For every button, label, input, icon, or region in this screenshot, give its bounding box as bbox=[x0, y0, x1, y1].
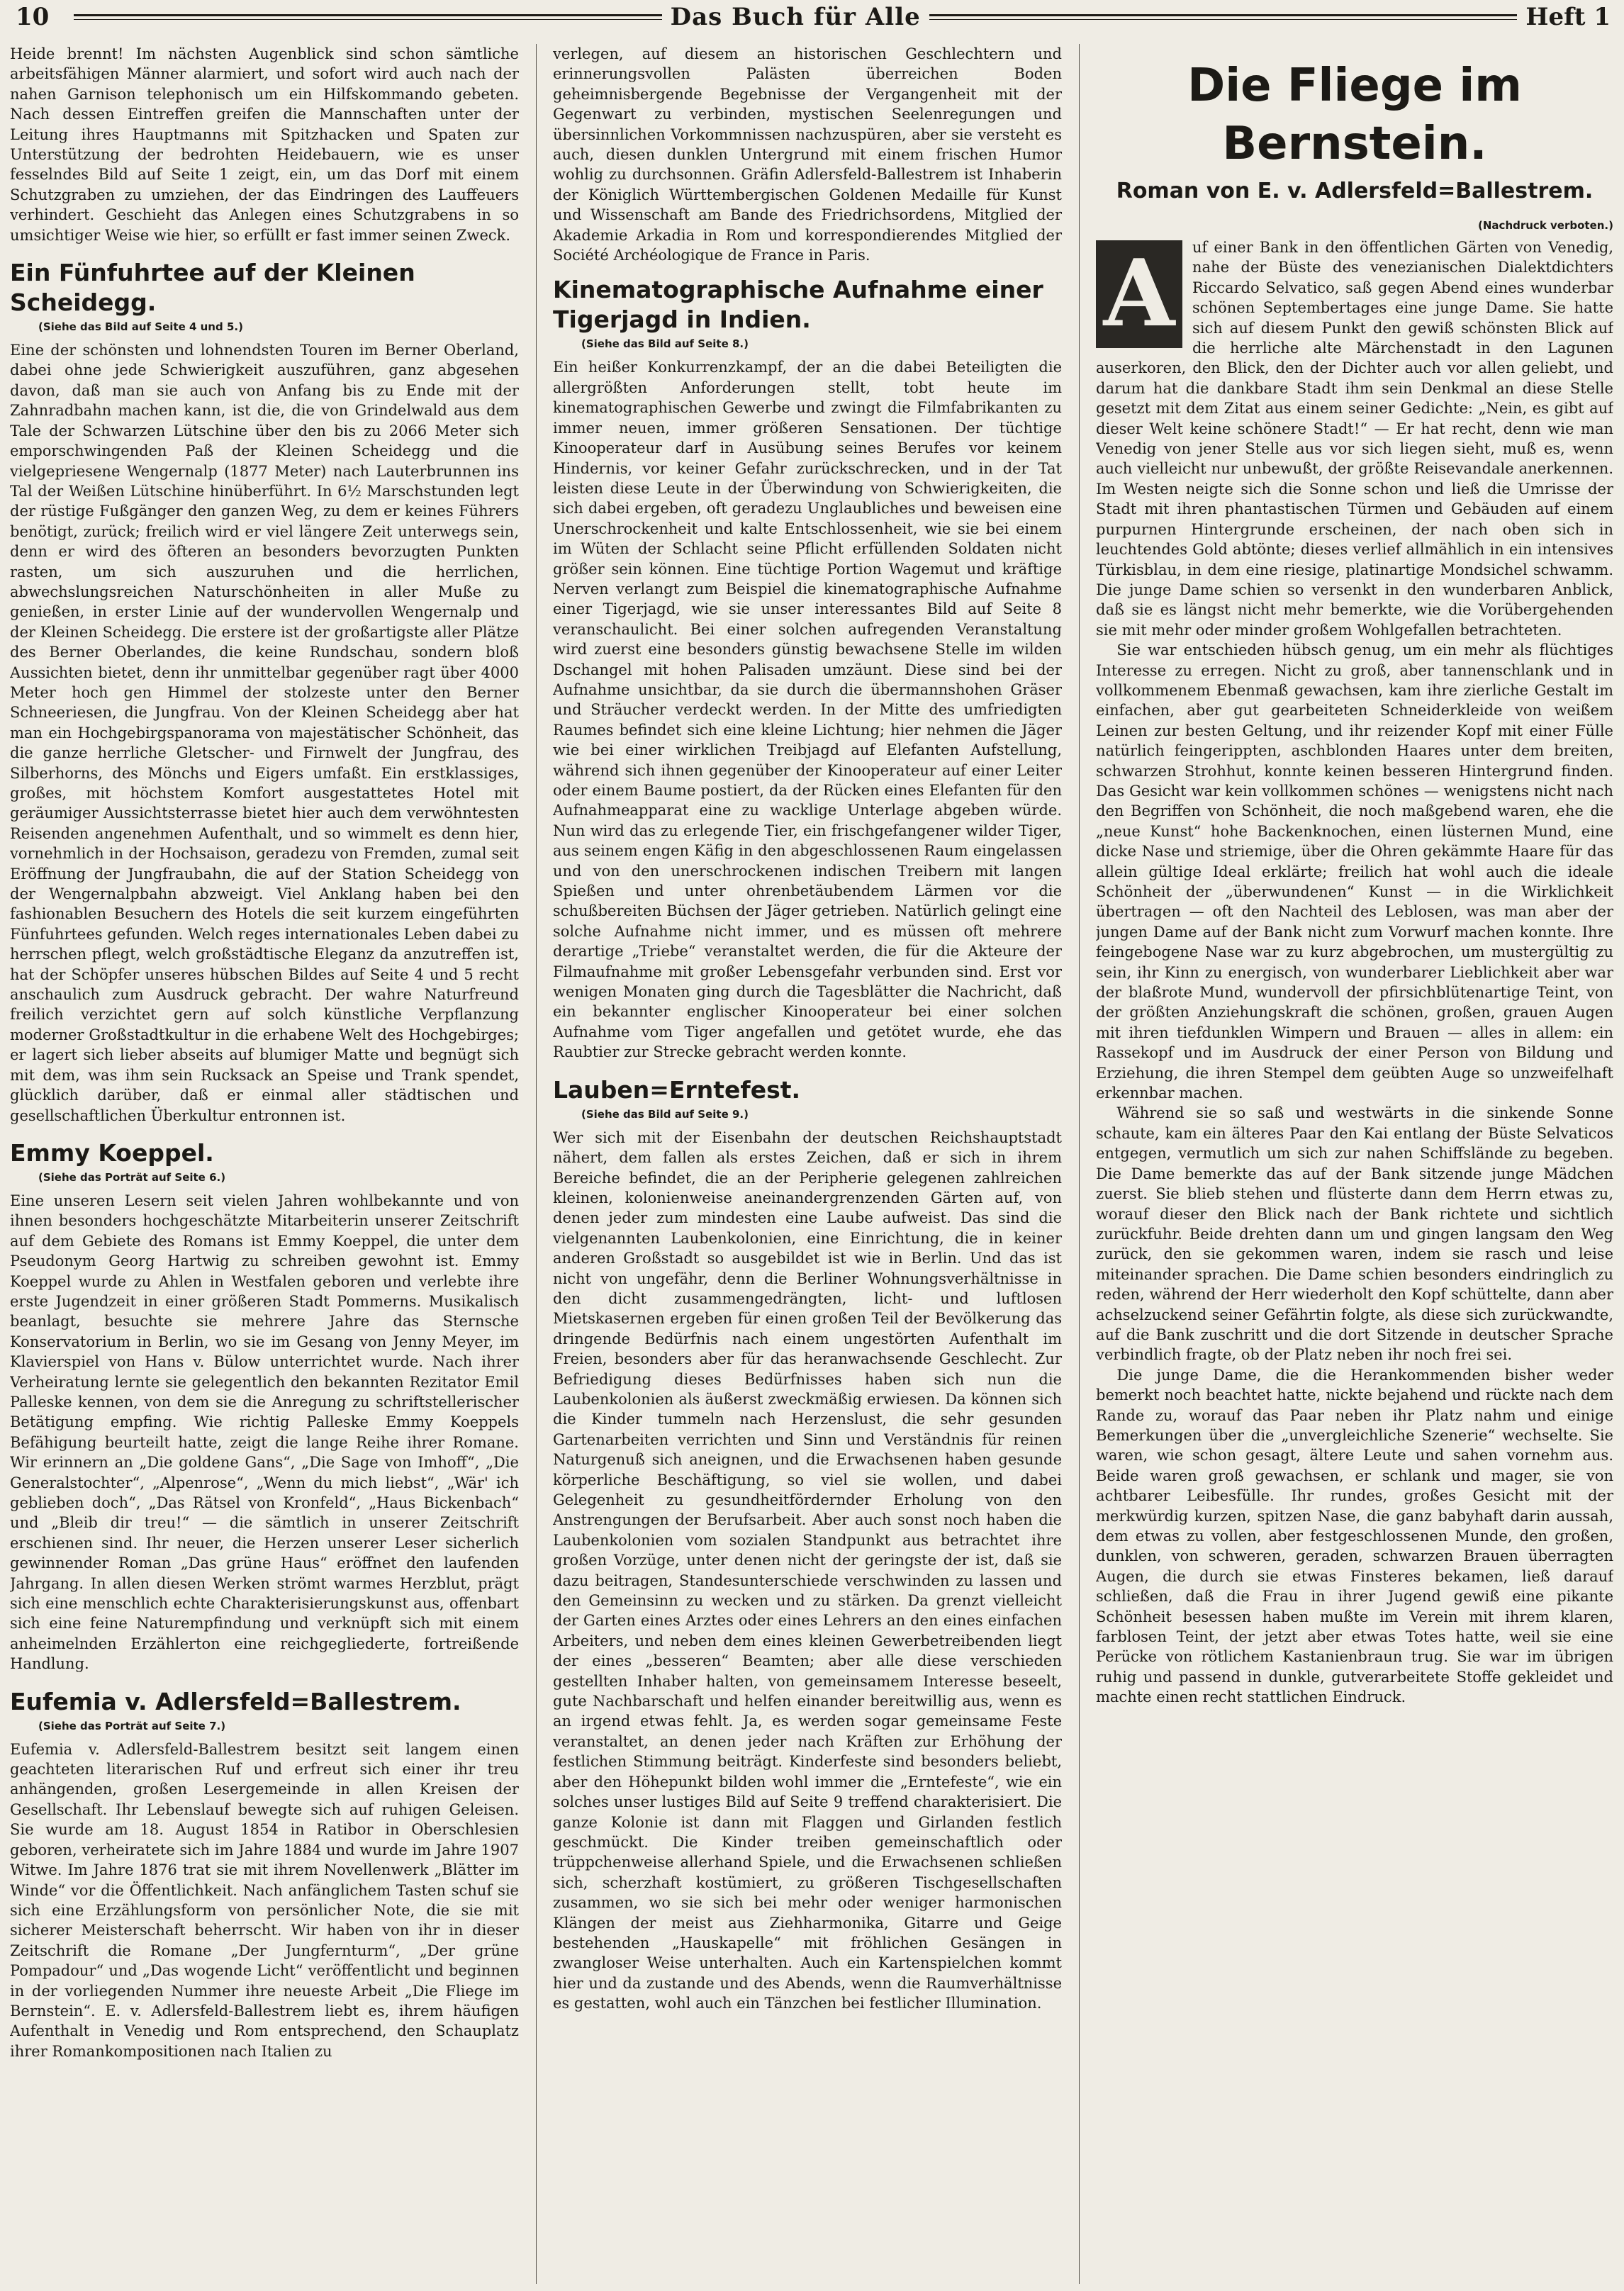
novel-byline: Roman von E. v. Adlersfeld=Ballestrem. bbox=[1116, 179, 1594, 203]
article-heading-tigerjagd: Kinematographische Aufnahme einer Tigerjagd in Indien. bbox=[553, 276, 1043, 334]
article-heading-erntefest: Lauben=Erntefest. bbox=[553, 1075, 801, 1104]
magazine-title: Das Buch für Alle bbox=[670, 3, 921, 31]
article-body-ballestrem: Eufemia v. Adlersfeld-Ballestrem besitzt seit langem einen geachteten literarischen Ruf und erfreut sich einer ihr treu anhängenden, großen Lesergemeinde in allen Kreisen der Gesellschaft. Ihr Lebenslauf bewegte sich auf ruhigen Geleisen. Sie wurde am 18. August 1854 in Ratibor in Oberschlesien geboren, verheiratete sich im Jahre 1884 und wurde im Jahre 1907 Witwe. Im Jahre 1876 trat sie mit ihrem Novellenwerk „Blätter im Winde“ vor die Öffentlichkeit. Nach anfänglichem Tasten schuf sie sich eine Erzählungsform von persönlicher Note, die sie mit sicherer Meisterschaft beherrscht. Wir haben von ihr in dieser Zeitschrift die Romane „Der Jungfernturm“, „Der grüne Pompadour“ und „Das wogende Licht“ veröffentlicht und beginnen in der vorliegenden Nummer ihre neueste Arbeit „Die Fliege im Bernstein“. E. v. Adlersfeld-Ballestrem liebt es, ihrem häufigen Aufenthalt in Venedig und Rom entsprechend, den Schauplatz ihrer Romankompositionen nach Italien zu bbox=[10, 1740, 519, 2060]
column-left bbox=[10, 44, 519, 2284]
image-reference-note: (Siehe das Porträt auf Seite 6.) bbox=[38, 1170, 226, 1184]
page-number: 10 bbox=[16, 3, 50, 31]
novel-title: Die Fliege im Bernstein. bbox=[1187, 60, 1522, 170]
issue-label: Heft 1 bbox=[1525, 3, 1611, 31]
novel-paragraph bbox=[1096, 237, 1613, 640]
novel-paragraph: Während sie so saß und westwärts in die sinkende Sonne schaute, kam ein älteres Paar den Kai entlang der Büste Selvaticos entgegen, vermutlich um sich zur nahen Schiffslände zu begeben. Die Dame bemerkte das auf der Bank sitzende junge Mädchen zuerst. Sie blieb stehen und flüsterte dann dem Herrn etwas zu, worauf dieser den Blick nach der Bank richtete und sichtlich zurückfuhr. Beide drehten dann um und gingen langsam den Weg zurück, den sie gekommen waren, indem sie rasch und leise miteinander sprachen. Die Dame schien besonders eindringlich zu reden, während der Herr wiederholt den Kopf schüttelte, dann aber achselzuckend seiner Gefährtin folgte, als diese sich zurückwandte, auf die Bank zuschritt und die dort Sitzende in deutscher Sprache verbindlich fragte, ob der Platz neben ihr noch frei sei. bbox=[1096, 1104, 1613, 1364]
column-divider-1 bbox=[536, 44, 537, 2284]
article-heading-fuenfuhrtee: Ein Fünfuhrtee auf der Kleinen Scheidegg. bbox=[10, 259, 415, 317]
article-continuation: verlegen, auf diesem an historischen Geschlechtern und erinnerungsvollen Palästen überreichen Boden geheimnisbergende Begebnisse der Vergangenheit mit der Gegenwart zu verbinden, mystischen Seelenregungen und übersinnlichen Vorkommnissen nachzuspüren, aber sie versteht es auch, diesen dunklen Untergrund mit einem frischen Humor wohlig zu durchsonnen. Gräfin Adlersfeld-Ballestrem ist Inhaberin der Königlich Württembergischen Goldenen Medaille für Kunst und Wissenschaft am Bande des Friedrichsordens, Mitglied der Akademie Arkadia in Rom und korrespondierendes Mitglied der Société Archéologique de France in Paris. bbox=[553, 45, 1062, 264]
image-reference-note: (Siehe das Bild auf Seite 9.) bbox=[581, 1107, 749, 1121]
novel-paragraph-text: uf einer Bank in den öffentlichen Gärten von Venedig, nahe der Büste des venezianischen Dialektdichters Riccardo Selvatico, saß gegen Abend eines wunderbar schönen Septembertages eine junge Dame. Sie hatte sich auf diesem Punkt den gewiß schönsten Blick auf die herrliche alte Märchenstadt in den Lagunen auserkoren, den Blick, den der Dichter auch vor allen geliebt, und darum hat die dankbare Stadt ihm sein Denkmal an diese Stelle gesetzt mit dem Zitat aus einem seiner Gedichte: „Nein, es gibt auf dieser Welt keine schönere Stadt!“ — Er hat recht, denn wie man Venedig von jener Stelle aus vor sich liegen sieht, muß es, wenn auch vielleicht nur unbewußt, der größte Reisevandale anerkennen. Im Westen neigte sich die Sonne schon und ließ die Umrisse der Stadt mit ihren phantastischen Türmen und Gebäuden auf einem purpurnen Hintergrunde erscheinen, der nach oben sich in leuchtendes Gold abtönte; dieses verlief allmählich in ein intensives Türkisblau, in dem eine riesige, platinartige Mondsichel schwamm. Die junge Dame schien so versenkt in den wunderbaren Anblick, daß sie es längst nicht mehr bemerkte, wie die Vorübergehenden sie mit mehr oder minder großem Wohlgefallen betrachteten. bbox=[1096, 239, 1613, 639]
article-heading-koeppel: Emmy Koeppel. bbox=[10, 1138, 214, 1167]
column-divider-2 bbox=[1079, 44, 1080, 2284]
drop-cap-initial: A bbox=[1096, 240, 1182, 348]
novel-paragraph: Sie war entschieden hübsch genug, um ein mehr als flüchtiges Interesse zu erregen. Nicht zu groß, aber tannenschlank und in vollkommenem Ebenmaß gewachsen, kam ihre zierliche Gestalt im einfachen, aber gut gearbeiteten Schneiderkleide von weißem Leinen zur besten Geltung, und ihr reizender Kopf mit einer Fülle natürlich feingerippten, aschblonden Haares unter dem breiten, schwarzen Strohhut, konnte keinen besseren Hintergrund finden. Das Gesicht war kein vollkommen schönes — wenigstens nicht nach den Begriffen von Schönheit, die noch maßgebend waren, ehe die „neue Kunst“ hohe Backenknochen, einen lüsternen Mund, eine dicke Nase und striemige, über die Ohren gekämmte Haare für das allein gültige Ideal erklärte; freilich hat wohl auch die ideale Schönheit der „überwundenen“ Kunst — in die Wirklichkeit übertragen — oft den Nachteil des Leblosen, was man aber der jungen Dame auf der Bank nicht zum Vorwurf machen konnte. Ihre feingebogene Nase war zu kurz abgebrochen, um mustergültig zu sein, ihr Kinn zu energisch, von wunderbarer Lieblichkeit aber war der blaßrote Mund, wundervoll der pfirsichblütenartige Teint, von der größten Anziehungskraft die schönen, großen, grauen Augen mit ihren tiefdunklen Wimpern und Brauen — alles in allem: ein Rassekopf und im Ausdruck der einer Person von Bildung und Erziehung, die ihren Stempel dem geübten Auge so unzweifelhaft erkennbar machen. bbox=[1096, 642, 1613, 1102]
article-body-fuenfuhrtee: Eine der schönsten und lohnendsten Touren im Berner Oberland, dabei ohne jede Schwierigkeit auszuführen, ganz abgesehen davon, daß man sie auch von Anfang bis zu Ende mit der Zahnradbahn machen kann, ist die, die von Grindelwald aus dem Tale der Schwarzen Lütschine über den bis zu 2066 Meter sich emporschwingenden Paß der Kleinen Scheidegg und die vielgepriesene Wengernalp (1877 Meter) nach Lauterbrunnen ins Tal der Weißen Lütschine hinüberführt. In 6½ Marschstunden legt der rüstige Fußgänger den ganzen Weg, zu dem er keines Führers benötigt, zurück; freilich wird er viel längere Zeit unterwegs sein, denn er wird des öfteren an besonders bevorzugten Punkten rasten, um sich auszuruhen und die herrlichen, abwechslungsreichen Naturschönheiten in aller Muße zu genießen, in erster Linie auf der wundervollen Wengernalp und der Kleinen Scheidegg. Die erstere ist der großartigste aller Plätze des Berner Oberlandes, die keine Rundschau, sondern bloß Aussichten bietet, denn ihr unmittelbar gegenüber ragt über 4000 Meter hoch gen Himmel der stolzeste unter den Berner Schneeriesen, die Jungfrau. Von der Kleinen Scheidegg aber hat man ein Hochgebirgspanorama von majestätischer Schönheit, das die ganze herrliche Gletscher- und Firnwelt der Jungfrau, des Silberhorns, des Mönchs und Eigers umfaßt. Ein erstklassiges, großes, mit höchstem Komfort ausgestattetes Hotel mit geräumiger Aussichtsterrasse bietet hier auch dem verwöhntesten Reisenden angenehmen Aufenthalt, und so wimmelt es denn hier, vornehmlich in der Hochsaison, geradezu von Fremden, zumal seit Eröffnung der Jungfraubahn, die auf der Station Scheidegg von der Wengernalpbahn abzweigt. Viel Anklang haben bei den fashionablen Besuchern des Hotels die seit kurzem eingeführten Fünfuhrtees gefunden. Welch reges internationales Leben dabei zu herrschen pflegt, welch großstädtische Eleganz da anzutreffen ist, hat der Schöpfer unseres hübschen Bildes auf Seite 4 und 5 recht anschaulich zum Ausdruck gebracht. Der wahre Naturfreund freilich verzichtet gern auf solch künstliche Verpflanzung moderner Großstadtkultur in die erhabene Welt des Hochgebirges; er lagert sich lieber abseits auf blumiger Matte und begnügt sich mit dem, was ihm sein Rucksack an Speise und Trank spendet, glücklich darüber, daß er einmal aller städtischen und gesellschaftlichen Überkultur entronnen ist. bbox=[10, 342, 519, 1124]
image-reference-note: (Siehe das Bild auf Seite 4 und 5.) bbox=[38, 320, 243, 334]
reprint-notice: (Nachdruck verboten.) bbox=[1478, 219, 1613, 232]
page-header bbox=[16, 4, 1611, 30]
header-rule-right bbox=[929, 14, 1518, 20]
article-heading-ballestrem: Eufemia v. Adlersfeld=Ballestrem. bbox=[10, 1687, 461, 1715]
image-reference-note: (Siehe das Bild auf Seite 8.) bbox=[581, 337, 749, 351]
novel-paragraph: Die junge Dame, die die Herankommenden bisher weder bemerkt noch beachtet hatte, nickte bejahend und rückte nach dem Rande zu, worauf das Paar neben ihr Platz nahm und einige Bemerkungen über die „unvergleichliche Szenerie“ wechselte. Sie waren, wie schon gesagt, ältere Leute und sahen vornehm aus. Beide waren groß gewachsen, er schlank und mager, sie von achtbarer Leibesfülle. Ihr rundes, großes Gesicht mit der merkwürdig kurzen, spitzen Nase, die ganz babyhaft darin aussah, dem etwas zu vollen, aber festgeschlossenen Munde, den großen, dunklen, von schweren, geraden, schwarzen Brauen überragten Augen, die durch sie etwas Finsteres bekamen, ließ darauf schließen, daß die Frau in ihrer Jugend gewiß eine pikante Schönheit besessen haben mußte im Verein mit ihrem klaren, farblosen Teint, der jetzt aber etwas Totes hatte, weil sie eine Perücke von rötlichem Kastanienbraun trug. Sie war im übrigen ruhig und passend in dunkle, gutverarbeitete Stoffe gekleidet und machte einen recht stattlichen Eindruck. bbox=[1096, 1366, 1613, 1706]
article-body-erntefest: Wer sich mit der Eisenbahn der deutschen Reichshauptstadt nähert, dem fallen als erstes Zeichen, daß er sich in ihrem Bereiche befindet, die an der Peripherie gelegenen zahlreichen kleinen, kolonienweise aneinandergrenzenden Gärten auf, von denen jeder zum mindesten eine Laube aufweist. Das sind die vielgenannten Laubenkolonien, eine Einrichtung, die in keiner anderen Großstadt so ausgebildet ist wie in Berlin. Und das ist nicht von ungefähr, denn die Berliner Wohnungsverhältnisse in den dicht zusammengedrängten, licht- und luftlosen Mietskasernen ergeben für einen großen Teil der Bevölkerung das dringende Bedürfnis nach einem ungestörten Aufenthalt im Freien, besonders aber für das heranwachsende Geschlecht. Zur Befriedigung dieses Bedürfnisses haben sich nun die Laubenkolonien als äußerst zweckmäßig erwiesen. Da können sich die Kinder tummeln nach Herzenslust, die sehr gesunden Gartenarbeiten verrichten und Sinn und Verständnis für reinen Naturgenuß sich aneignen, und die Erwachsenen haben gesunde körperliche Beschäftigung, so viel sie wollen, und dabei Gelegenheit zu gesundheitfördernder Erholung von den Anstrengungen der Berufsarbeit. Aber auch sonst noch haben die Laubenkolonien vom sozialen Standpunkt aus betrachtet ihre großen Vorzüge, unter denen nicht der geringste der ist, daß sie dazu beitragen, Standesunterschiede verschwinden zu lassen und den Gemeinsinn zu wecken und zu stärken. Da grenzt vielleicht der Garten eines Arztes oder eines Lehrers an den eines einfachen Arbeiters, und neben dem eines kleinen Gewerbetreibenden liegt der eines „besseren“ Beamten; aber alle diese verschieden gestellten Inhaber halten, von gemeinsamem Interesse beseelt, gute Nachbarschaft und helfen einander bereitwillig aus, wenn es an irgend etwas fehlt. Ja, es werden sogar gemeinsame Feste veranstaltet, an denen jeder nach Kräften zur Erhöhung der festlichen Stimmung beiträgt. Kinderfeste sind besonders beliebt, aber den Höhepunkt bilden wohl immer die „Erntefeste“, wie ein solches unser lustiges Bild auf Seite 9 treffend charakterisiert. Die ganze Kolonie ist dann mit Flaggen und Girlanden festlich geschmückt. Die Kinder treiben gemeinschaftlich oder trüppchenweise allerhand Spiele, und die Erwachsenen schließen sich, scherzhaft kostümiert, zu größeren Tischgesellschaften zusammen, wo sie sich bei mehr oder weniger harmonischen Klängen der meist aus Ziehharmonika, Gitarre und Geige bestehenden „Hauskapelle“ mit fröhlichen Gesängen in zwangloser Weise unterhalten. Auch ein Kartenspielchen kommt hier und da zustande und des Abends, wenn die Raumverhältnisse es gestatten, wohl auch ein Tänzchen bei festlicher Illumination. bbox=[553, 1128, 1062, 2012]
column-middle bbox=[553, 44, 1062, 2284]
column-right bbox=[1096, 44, 1613, 2284]
article-continuation: Heide brennt! Im nächsten Augenblick sind schon sämtliche arbeitsfähigen Männer alarmiert, und sofort wird auch nach der nahen Garnison telephonisch um ein Hilfskommando gebeten. Nach dessen Eintreffen greifen die Mannschaften unter der Leitung ihres Hauptmanns mit Spitzhacken und Spaten zur Unterstützung der bedrohten Heidebauern, wie es unser fesselndes Bild auf Seite 1 zeigt, ein, um das Dorf mit einem Schutzgraben zu umziehen, der das Eindringen des Lauffeuers verhindert. Geschieht das Anlegen eines Schutzgrabens in so umsichtiger Weise wie hier, so erfüllt er fast immer seinen Zweck. bbox=[10, 45, 519, 244]
article-body-koeppel: Eine unseren Lesern seit vielen Jahren wohlbekannte und von ihnen besonders hochgeschätzte Mitarbeiterin unserer Zeitschrift auf dem Gebiete des Romans ist Emmy Koeppel, die unter dem Pseudonym Georg Hartwig zu schreiben gewohnt ist. Emmy Koeppel wurde zu Ahlen in Westfalen geboren und verlebte ihre erste Jugendzeit in einer größeren Stadt Pommerns. Musikalisch beanlagt, besuchte sie mehrere Jahre das Sternsche Konservatorium in Berlin, wo sie im Gesang von Jenny Meyer, im Klavierspiel von Hans v. Bülow unterrichtet wurde. Nach ihrer Verheiratung lernte sie gelegentlich den bekannten Rezitator Emil Palleske kennen, von dem sie die Anregung zu schriftstellerischer Betätigung empfing. Wie richtig Palleske Emmy Koeppels Befähigung beurteilt hatte, zeigt die lange Reihe ihrer Romane. Wir erinnern an „Die goldene Gans“, „Die Sage von Imhoff“, „Die Generalstochter“, „Alpenrose“, „Wenn du mich liebst“, „Wär' ich geblieben doch“, „Das Rätsel von Kronfeld“, „Haus Bickenbach“ und „Bleib dir treu!“ — die sämtlich in unserer Zeitschrift erschienen sind. Ihr neuer, die Herzen unserer Leser sicherlich gewinnender Roman „Das grüne Haus“ eröffnet den laufenden Jahrgang. In allen diesen Werken strömt warmes Herzblut, prägt sich eine menschlich echte Charakterisierungskunst aus, offenbart sich eine feine Naturempfindung und verknüpft sich mit einem anheimelnden Erzählerton eine reichgegliederte, fortreißende Handlung. bbox=[10, 1192, 519, 1673]
article-body-tigerjagd: Ein heißer Konkurrenzkampf, der an die dabei Beteiligten die allergrößten Anforderungen stellt, tobt heute im kinematographischen Gewerbe und zwingt die Filmfabrikanten zu immer neuen, immer größeren Sensationen. Der tüchtige Kinooperateur darf in Ausübung seines Berufes vor keinem Hindernis, vor keiner Gefahr zurückschrecken, und in der Tat leisten diese Leute in der Überwindung von Schwierigkeiten, die sich dabei ergeben, oft geradezu Unglaubliches und beweisen eine Unerschrockenheit und kalte Entschlossenheit, wie sie bei einem im Wüten der Schlacht seine Pflicht erfüllenden Soldaten nicht größer sein können. Eine tüchtige Portion Wagemut und kräftige Nerven verlangt zum Beispiel die kinematographische Aufnahme einer Tigerjagd, wie sie unser interessantes Bild auf Seite 8 veranschaulicht. Bei einer solchen aufregenden Veranstaltung wird zuerst eine besonders günstig bewachsene Stelle im wilden Dschangel mit hohen Palisaden umzäunt. Diese sind bei der Aufnahme unsichtbar, da sie durch die übermannshohen Gräser und Sträucher verdeckt werden. In der Mitte des umfriedigten Raumes befindet sich eine kleine Lichtung; hier nehmen die Jäger wie bei einer wirklichen Treibjagd auf Elefanten Aufstellung, während sich ihnen gegenüber der Kinooperateur auf einer Leiter oder einem Baume postiert, da der Rücken eines Elefanten für den Aufnahmeapparat eine zu wacklige Unterlage abgeben würde. Nun wird das zu erlegende Tier, ein frischgefangener wilder Tiger, aus seinem engen Käfig in den abgeschlossenen Raum eingelassen und von den unerschrockenen indischen Treibern mit langen Spießen und unter ohrenbetäubendem Lärmen vor die schußbereiten Büchsen der Jäger getrieben. Natürlich gelingt eine solche Aufnahme nicht immer, und es müssen oft mehrere derartige „Triebe“ veranstaltet werden, die für die Akteure der Filmaufnahme mit großer Lebensgefahr verbunden sind. Erst vor wenigen Monaten ging durch die Tagesblätter die Nachricht, daß ein bekannter englischer Kinooperateur bei einer solchen Aufnahme vom Tiger angefallen und getötet wurde, ehe das Raubtier zur Strecke gebracht werden konnte. bbox=[553, 359, 1062, 1061]
image-reference-note: (Siehe das Porträt auf Seite 7.) bbox=[38, 1719, 226, 1732]
header-rule-left bbox=[74, 14, 662, 20]
